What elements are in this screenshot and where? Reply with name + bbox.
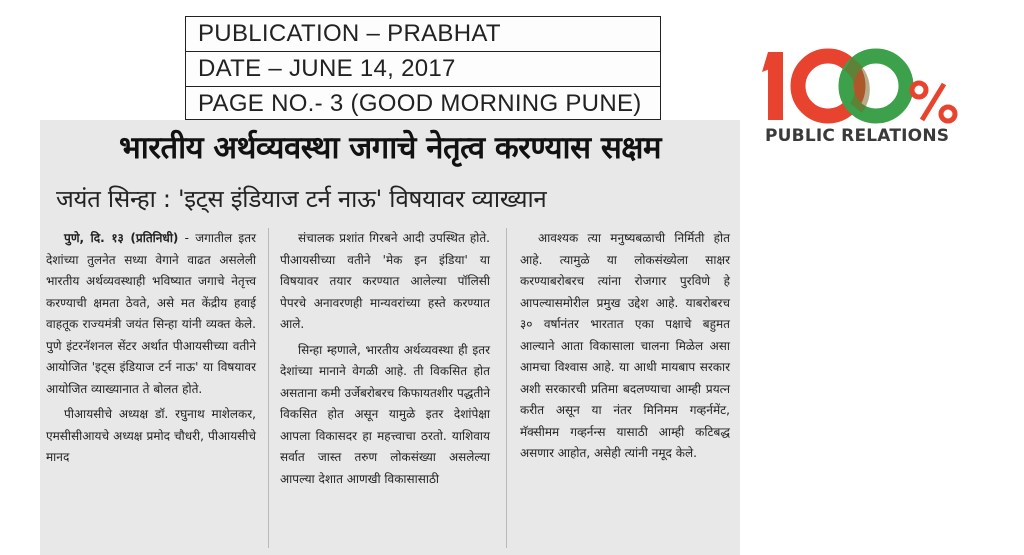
logo-percent-dot-bottom [941, 107, 955, 121]
article-column-1 [46, 228, 256, 469]
publication-date: DATE – JUNE 14, 2017 [186, 52, 660, 87]
publication-info-box [185, 16, 661, 120]
column-divider [506, 228, 507, 548]
article-paragraph: संचालक प्रशांत गिरबने आदी उपस्थित होते. पीआयसीच्या वतीने 'मेक इन इंडिया' या विषयावर तयार करण्यात आलेल्या पॉलिसी पेपरचे अनावरणही मान्यवरांच्या हस्ते करण्यात आले. [280, 231, 490, 331]
article-paragraph [46, 228, 256, 400]
article-column-3 [520, 228, 730, 465]
article-dateline: पुणे, दि. १३ (प्रतिनिधी) [64, 231, 179, 245]
article-paragraph-text: - जगातील इतर देशांच्या तुलनेत सध्या वेगाने वाढत असलेली भारतीय अर्थव्यवस्थाही भविष्यात जगाचे नेतृत्त्व करण्याची क्षमता ठेवते, असे मत केंद्रीय हवाई वाहतूक राज्यमंत्री जयंत सिन्हा यांनी व्यक्त केले. पुणे इंटरनॅशनल सेंटर अर्थात पीआयसीच्या वतीने आयोजित 'इट्स इंडियाज टर्न नाऊ' या विषयावर आयोजित व्याख्यानात ते बोलत होते. [46, 231, 256, 396]
article-paragraph: आवश्यक त्या मनुष्यबळाची निर्मिती होत आहे. त्यामुळे या लोकसंख्येला साक्षर करण्याबरोबरच त्यांना रोजगार पुरविणे हे आपल्यासमोरील प्रमुख उद्देश आहे. याबरोबरच ३० वर्षानंतर भारतात एका पक्षाचे बहुमत आल्याने आता विकासाला चालना मिळेल असा आमचा विश्वास आहे. या आधी मायबाप सरकार अशी सरकारची प्रतिमा बदलण्याचा आम्ही प्रयत्न करीत असून या नंतर मिनिमम गव्हर्नमेंट, मॅक्सीमम गव्हर्नन्स यासाठी आम्ही कटिबद्ध असणार आहोत, असेही त्यांनी नमूद केले. [520, 231, 730, 460]
article-column-2 [280, 228, 490, 490]
article-headline: भारतीय अर्थव्यवस्था जगाचे नेतृत्व करण्यास सक्षम [118, 130, 662, 166]
column-divider [268, 228, 269, 548]
publication-name: PUBLICATION – PRABHAT [186, 17, 660, 52]
logo-text: PUBLIC RELATIONS [765, 126, 950, 146]
article-subheadline: जयंत सिन्हा : 'इट्स इंडियाज टर्न नाऊ' विषयावर व्याख्यान [56, 185, 547, 213]
logo-percent-dot-top [912, 83, 926, 97]
article-paragraph: सिन्हा म्हणाले, भारतीय अर्थव्यवस्था ही इतर देशांच्या मानाने वेगळी आहे. ती विकसित होत असताना कमी उर्जेबरोबरच किफायतशीर पद्धतीने विकसित होत असून यामुळे इतर देशांपेक्षा आपला विकासदर हा महत्त्वाचा ठरतो. याशिवाय सर्वात जास्त तरुण लोकसंख्या असलेल्या आपल्या देशात आणखी विकासासाठी [280, 342, 490, 486]
news-clipping [40, 120, 740, 555]
publication-page: PAGE NO.- 3 (GOOD MORNING PUNE) [198, 90, 642, 117]
article-paragraph: पीआयसीचे अध्यक्ष डॉ. रघुनाथ माशेलकर, एमसीसीआयचे अध्यक्ष प्रमोद चौधरी, पीआयसीचे मानद [46, 407, 256, 464]
